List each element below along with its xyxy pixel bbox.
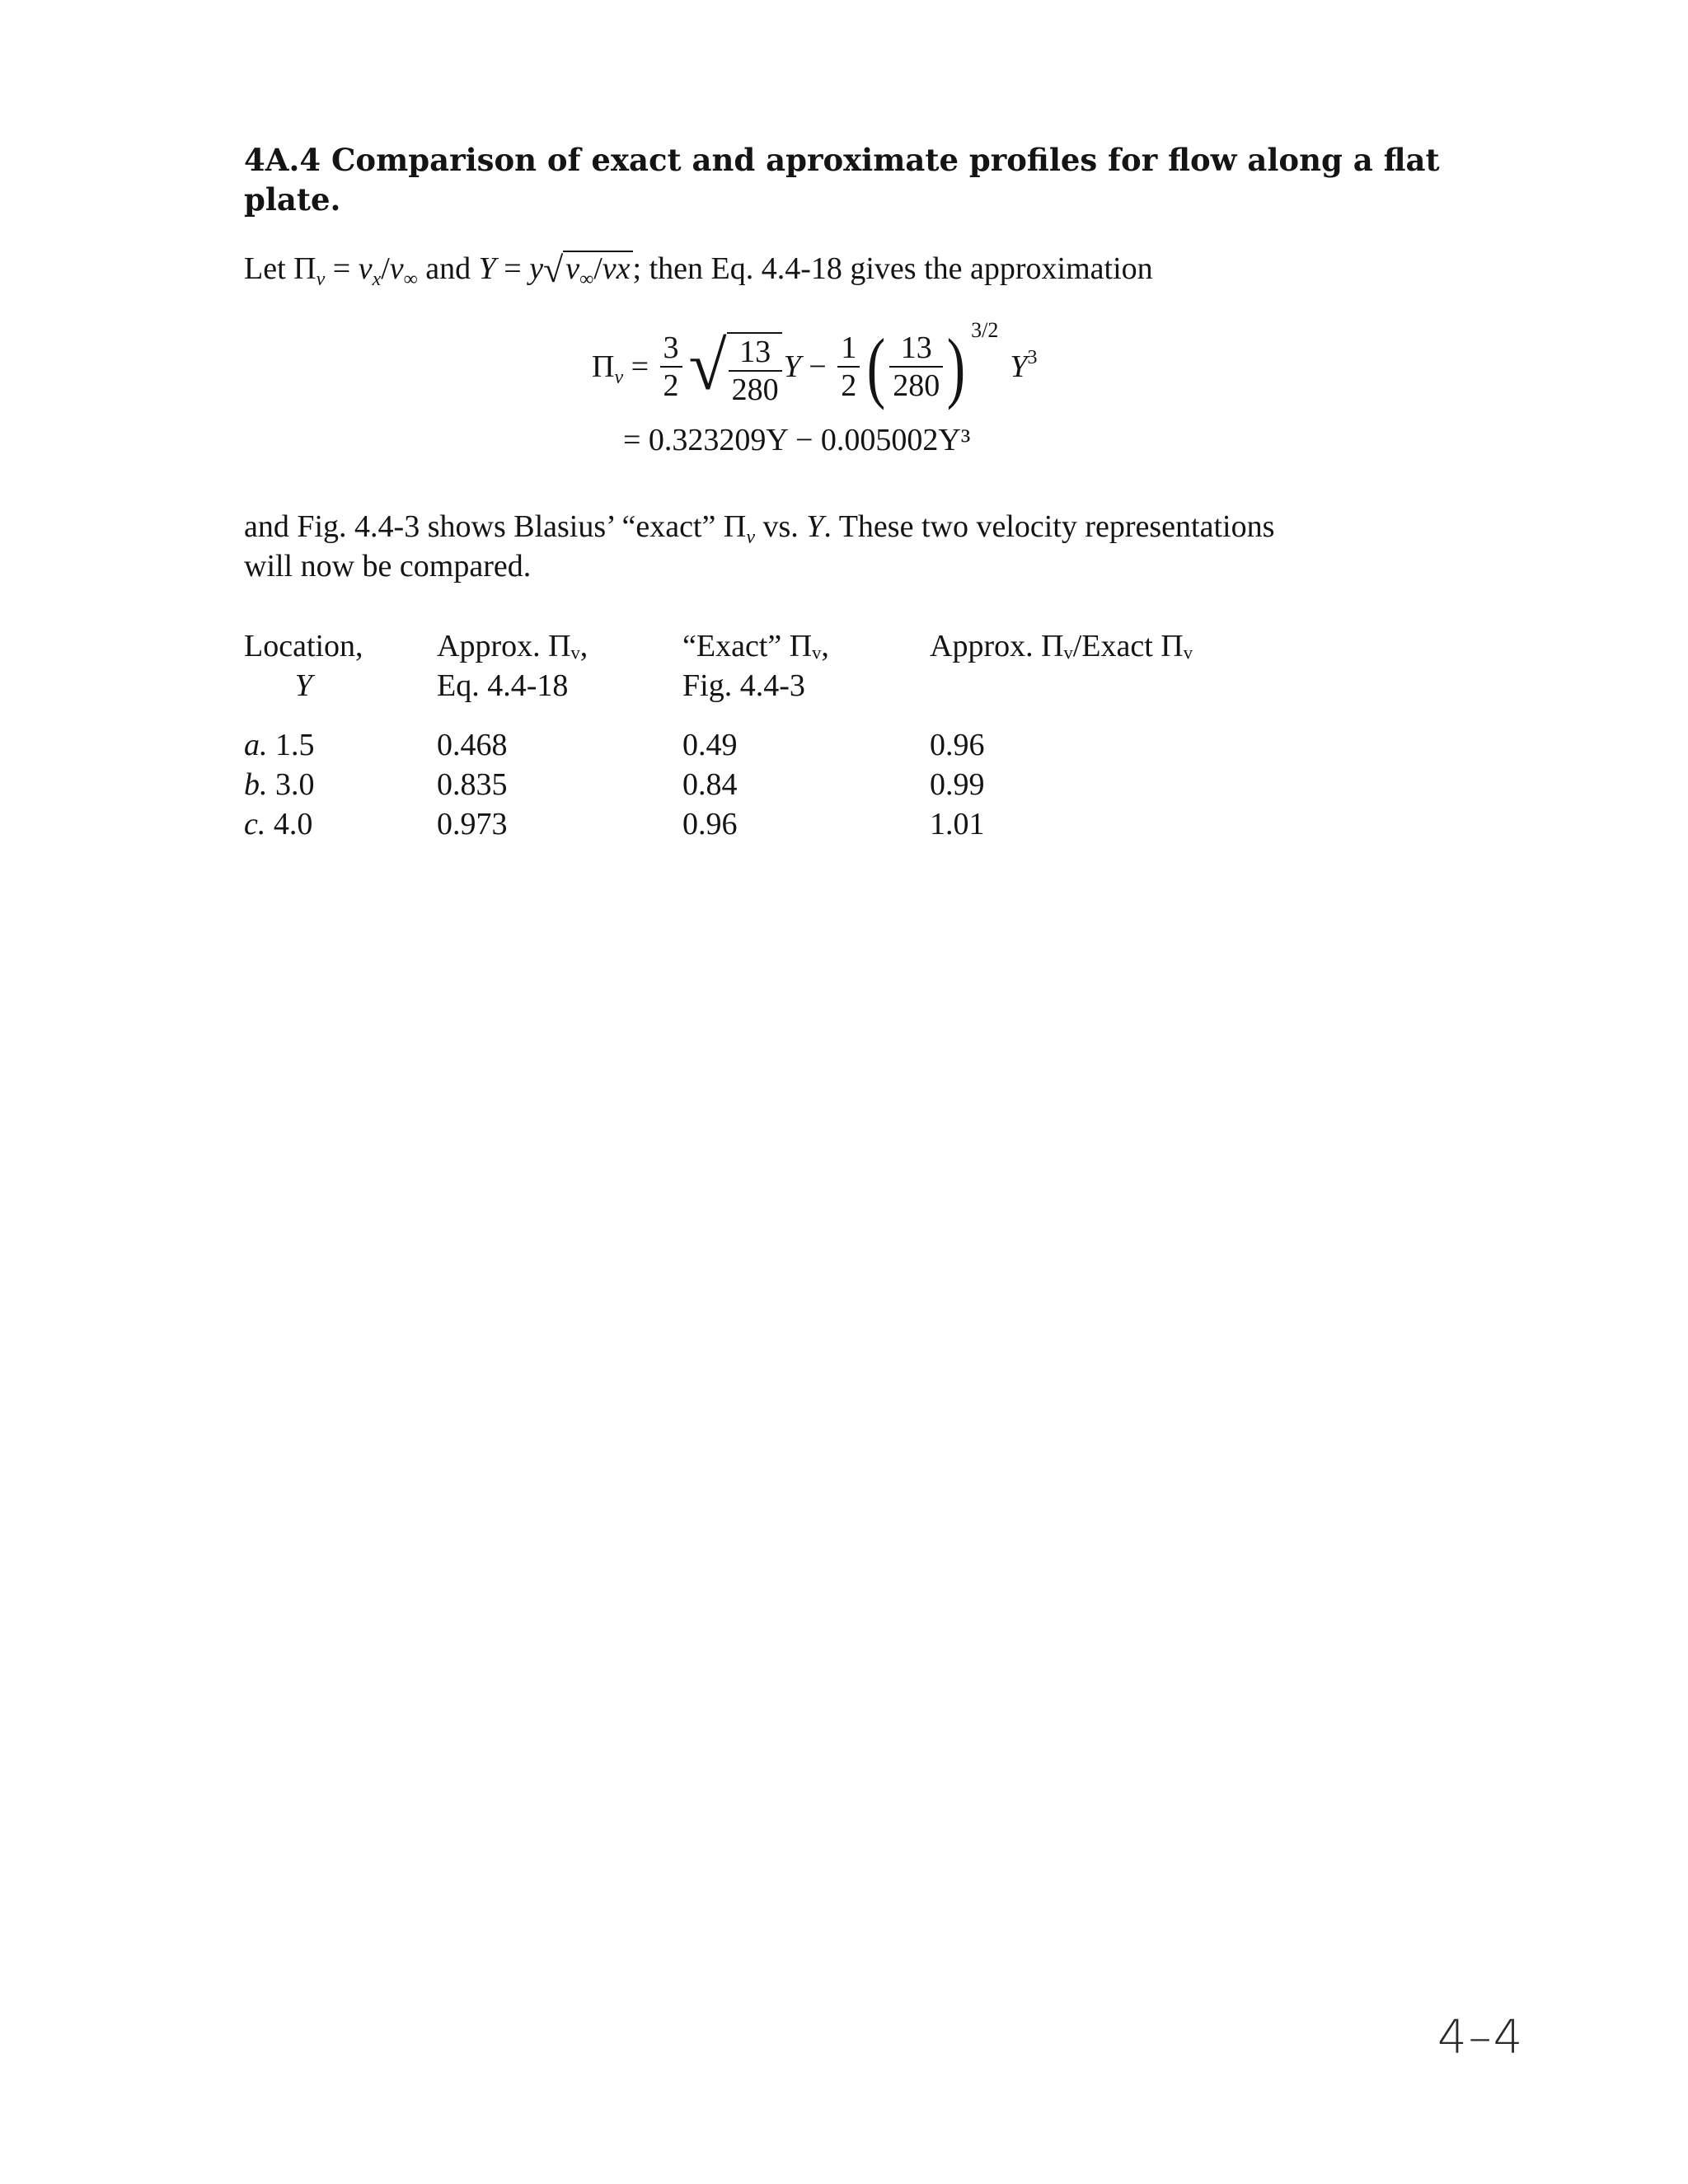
table-row: [244, 804, 1398, 844]
row-ratio: 0.99: [930, 767, 985, 802]
row-approx: 0.973: [437, 807, 508, 841]
row-exact: 0.96: [682, 807, 738, 841]
para2-part-b: vs.: [762, 509, 799, 544]
para2-line-2: will now be compared.: [244, 549, 532, 583]
row-location: b. 3.0: [244, 767, 315, 802]
para2-part-a: and Fig. 4.4-3 shows Blasius’ “exact”: [244, 509, 716, 544]
page-number: 4–4: [1437, 2011, 1525, 2064]
row-approx: 0.468: [437, 728, 508, 762]
row-exact: 0.84: [682, 767, 738, 802]
row-approx: 0.835: [437, 767, 508, 802]
row-location: a. 1.5: [244, 728, 315, 762]
row-ratio: 1.01: [930, 807, 985, 841]
row-location: c. 4.0: [244, 807, 313, 841]
table-header-row: [244, 626, 1398, 717]
comparison-paragraph: and Fig. 4.4-3 shows Blasius’ “exact” $\Pi_v$ vs. Y. These two velocity representations will now be compared.: [244, 509, 1275, 583]
intro-then: ; then Eq. 4.4-18 gives the approximation: [632, 251, 1153, 286]
row-ratio: 0.96: [930, 728, 985, 762]
heading-line-1: 4A.4 Comparison of exact and aproximate profiles for flow along a flat: [244, 142, 1440, 178]
equation-line-1: $\Pi_v$ = $\frac{3}{2}$ √ $\frac{13}{280}$ Y − $\frac{1}{2}$ ( $\frac{13}{280}$ ) 3/2 $Y^3$: [592, 318, 1038, 410]
table-row: [244, 725, 1398, 765]
problem-heading: [244, 140, 1464, 219]
intro-let: Let: [244, 251, 286, 286]
display-equation: [592, 318, 1169, 470]
intro-paragraph: Let $\Pi_v = v_x/v_\infty$ and $Y = y√v_\infty/\nu x$; then Eq. 4.4-18 gives the approximation: [244, 250, 1153, 290]
table-row: [244, 765, 1398, 804]
header-location: Location, Y: [244, 629, 363, 703]
heading-line-2: plate.: [244, 181, 341, 218]
para2-part-c: . These two velocity representations: [823, 509, 1275, 544]
header-exact: “Exact” Πᵥ, Fig. 4.4-3: [682, 629, 829, 703]
header-approx: Approx. Πᵥ, Eq. 4.4-18: [437, 629, 588, 703]
equation-line-2: = 0.323209Y − 0.005002Y³: [623, 423, 971, 457]
intro-and: and: [425, 251, 471, 286]
row-exact: 0.49: [682, 728, 738, 762]
header-ratio: Approx. Πᵥ/Exact Πᵥ: [930, 629, 1193, 663]
